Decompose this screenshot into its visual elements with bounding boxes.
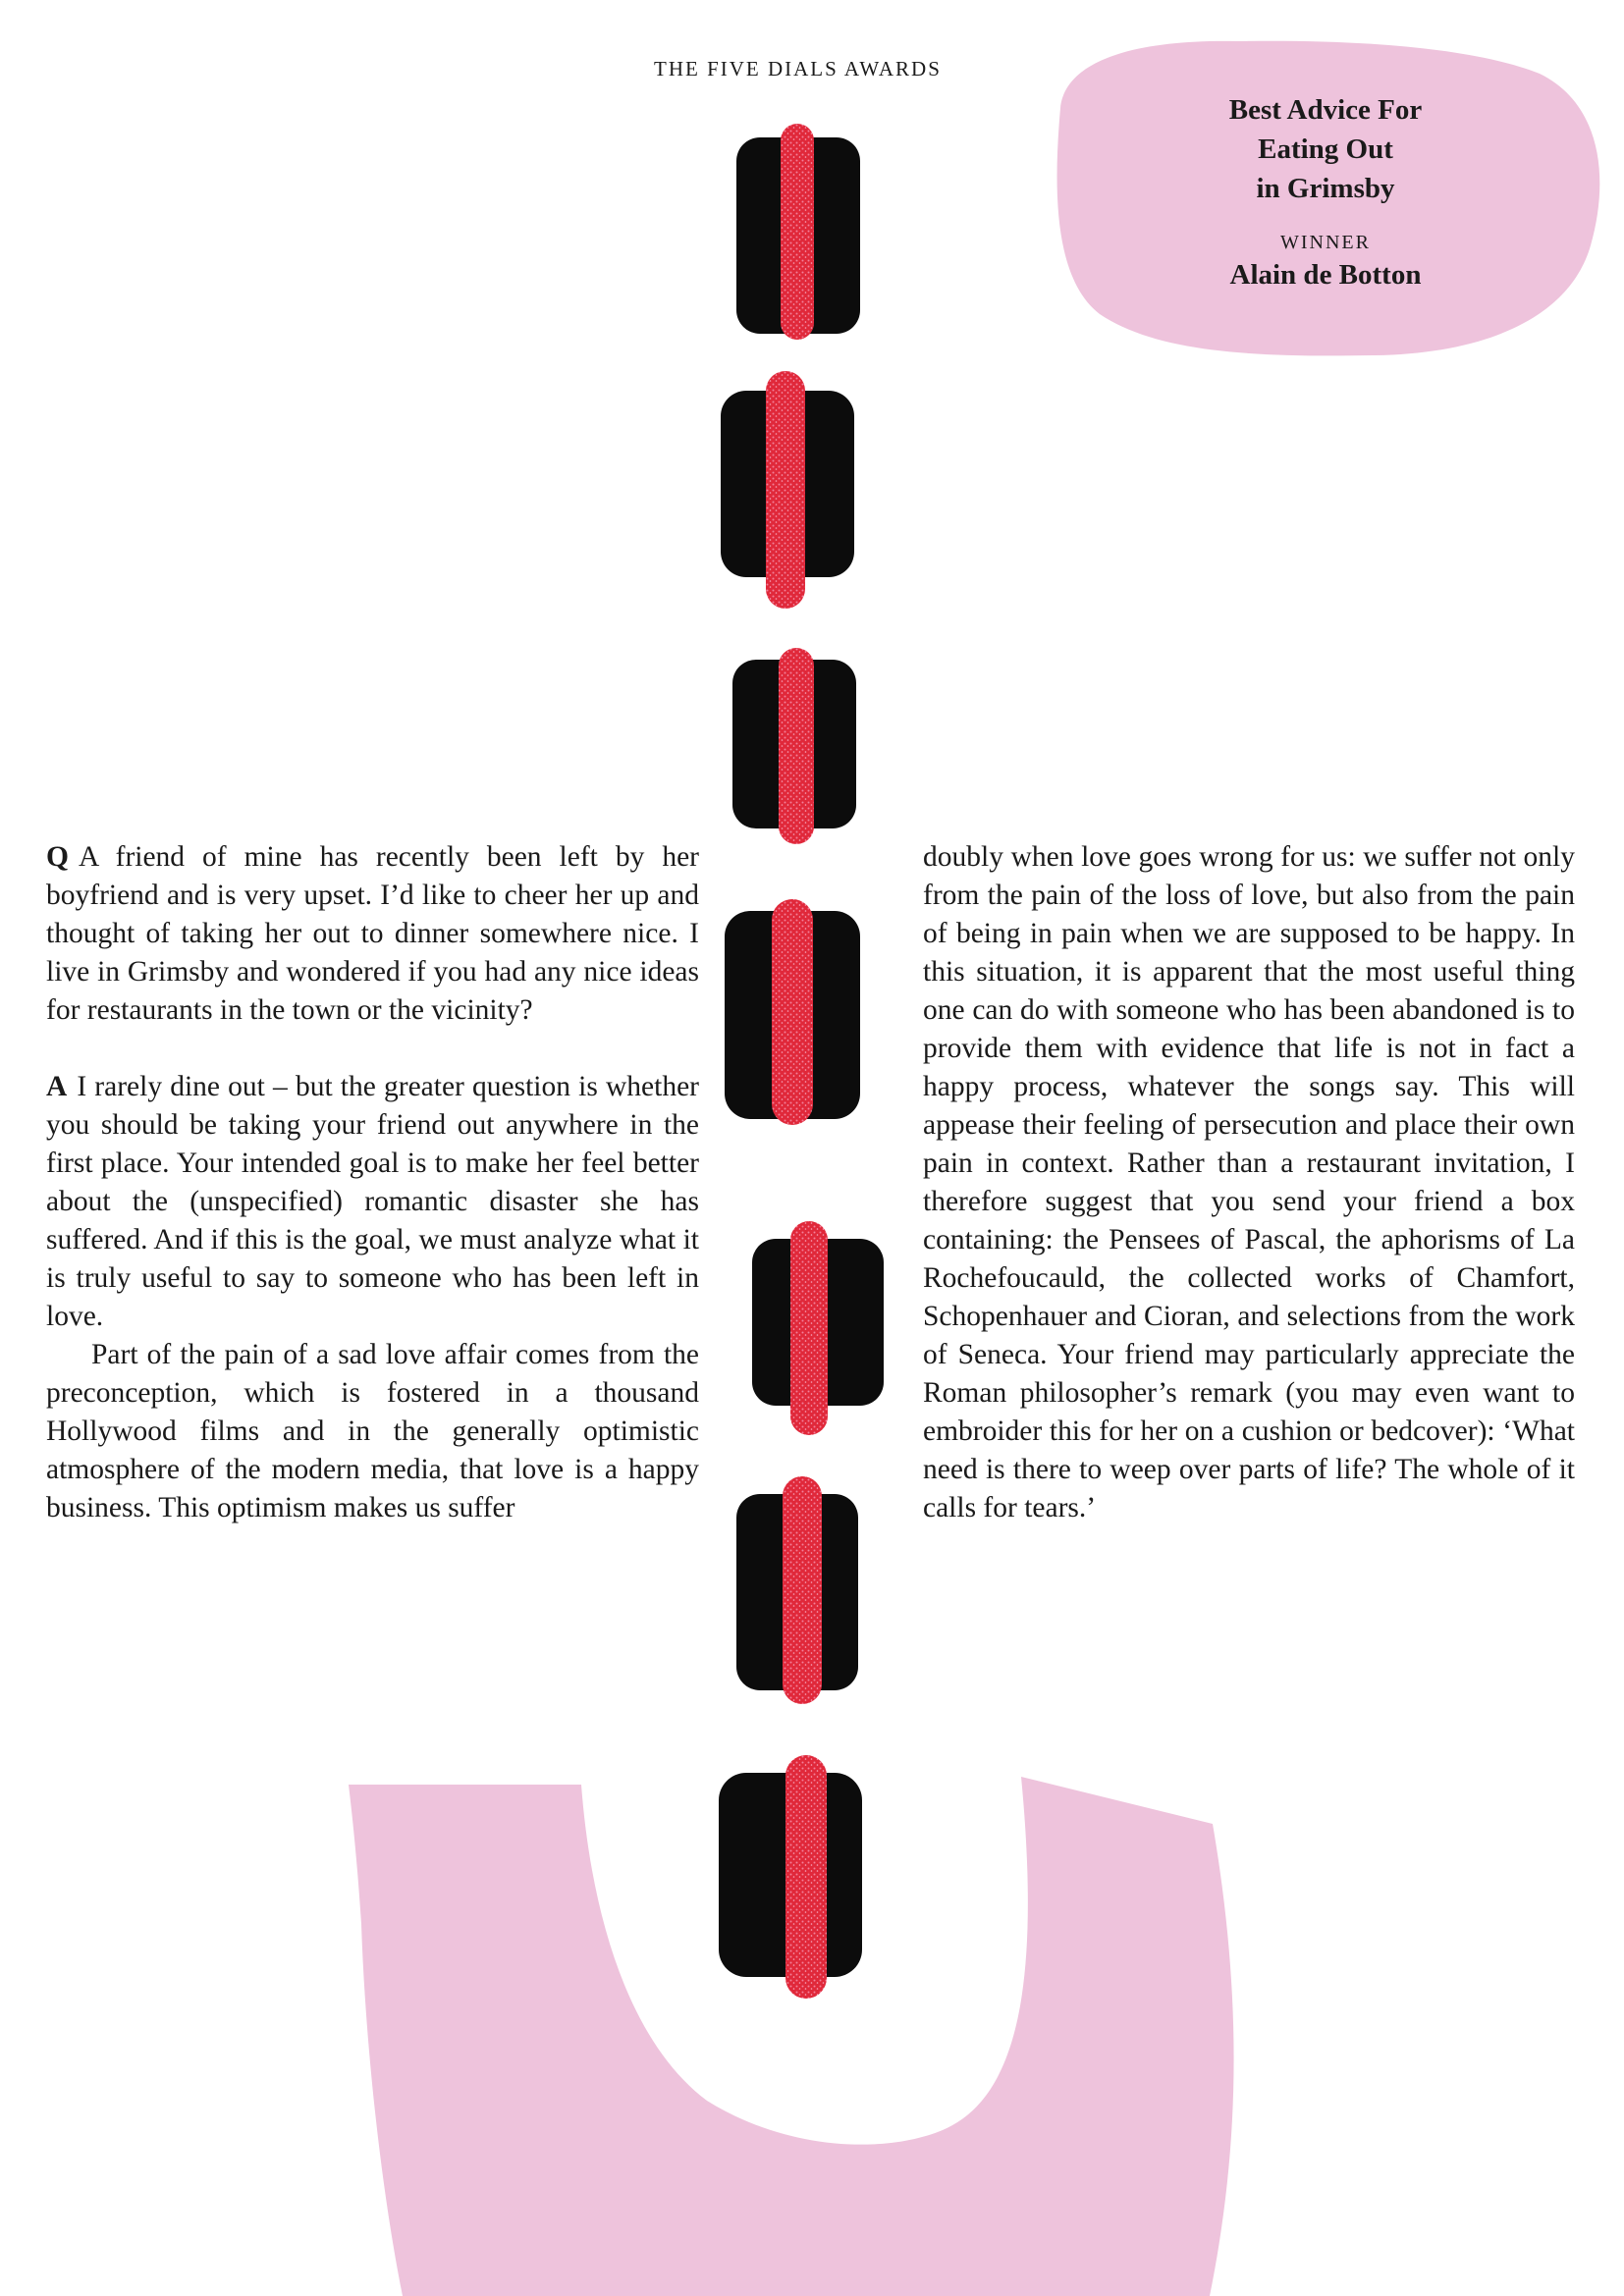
award-title-line-1: Best Advice For [1228, 94, 1423, 126]
answer-marker: A [46, 1071, 68, 1102]
answer-paragraph-1 [46, 1068, 699, 1336]
block-4 [725, 899, 860, 1125]
question-marker: Q [46, 841, 69, 873]
block-1 [736, 124, 860, 340]
left-column [46, 838, 699, 1527]
award-box [1129, 90, 1522, 294]
winner-label: WINNER [1280, 232, 1371, 253]
running-title: THE FIVE DIALS AWARDS [654, 57, 942, 80]
block-3 [732, 648, 856, 844]
block-6 [736, 1476, 858, 1704]
winner-name: Alain de Botton [1229, 259, 1422, 291]
award-title-line-2: Eating Out [1258, 133, 1393, 165]
right-column [923, 838, 1575, 1527]
block-7 [719, 1755, 862, 1999]
block-2 [721, 371, 854, 609]
answer-paragraph-2: Part of the pain of a sad love affair comes from the preconception, which is fostered in a thousand Hollywood films and in the generally optimistic atmosphere of the modern media, that love is a happy business. This optimism makes us suffer [46, 1339, 699, 1523]
question-paragraph [46, 838, 699, 1030]
block-5 [752, 1221, 884, 1435]
award-title-line-3: in Grimsby [1256, 173, 1395, 204]
answer-paragraph-2-continued: doubly when love goes wrong for us: we suffer not only from the pain of the loss of love, but also from the pain of being in pain when we are supposed to be happy. In this situation, it is apparent that the most useful thing one can do with someone who has been abandoned is to provide them with evidence that life is not in fact a happy process, whatever the songs say. This will appease their feeling of persecution and place their own pain in context. Rather than a restaurant invitation, I therefore suggest that you send your friend a box containing: the Pensees of Pascal, the aphorisms of La Rochefoucauld, the collected works of Chamfort, Schopenhauer and Cioran, and selections from the work of Seneca. Your friend may particularly appreciate the Roman philosopher’s remark (you may even want to embroider this for her on a cushion or bedcover): ‘What need is there to weep over parts of life? The whole of it calls for tears.’ [923, 841, 1575, 1523]
question-text: A friend of mine has recently been left by her boyfriend and is very upset. I’d like to cheer her up and thought of taking her out to dinner somewhere nice. I live in Grimsby and wondered if you had any nice ideas for restaurants in the town or the vicinity? [46, 841, 699, 1026]
answer-text-1: I rarely dine out – but the greater question is whether you should be taking your friend out anywhere in the first place. Your intended goal is to make her feel better about the (unspecified) romantic disaster she has suffered. And if this is the goal, we must analyze what it is truly useful to say to someone who has been left in love. [46, 1071, 699, 1332]
